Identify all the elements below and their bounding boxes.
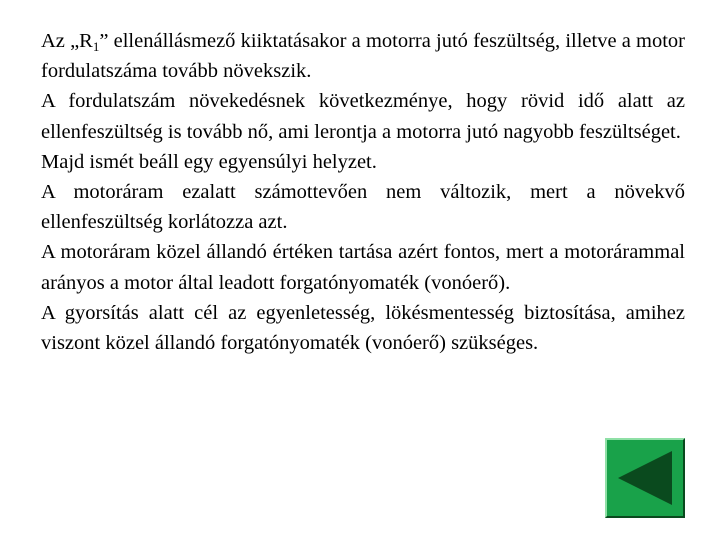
slide-text-body <box>41 26 685 358</box>
paragraph-acceleration: A gyorsítás alatt cél az egyenletesség, lökésmentesség biztosítása, amihez viszont közel állandó forgatónyomaték (vonóerő) szükséges. <box>41 301 685 355</box>
paragraph-r1-cutout <box>41 26 685 86</box>
r1-subscript: 1 <box>92 39 100 54</box>
paragraph-speed-increase: A fordulatszám növekedésnek következménye, hogy rövid idő alatt az ellenfeszültség is tovább nő, ami lerontja a motorra jutó nagyobb feszültséget. <box>41 90 685 143</box>
back-button[interactable] <box>605 438 685 518</box>
back-triangle-icon <box>614 447 676 509</box>
p1-text-start: Az „R <box>41 30 93 52</box>
paragraph-equilibrium: Majd ismét beáll egy egyensúlyi helyzet. <box>41 150 377 173</box>
p1-text-end: ” ellenállásmező kiiktatásakor a motorra jutó feszültség, illetve a motor fordulatszáma tovább növekszik. <box>41 30 685 83</box>
paragraph-torque: A motoráram közel állandó értéken tartása azért fontos, mert a motorárammal arányos a motor által leadott forgatónyomaték (vonóerő). <box>41 241 685 294</box>
paragraph-motor-current: A motoráram ezalatt számottevően nem változik, mert a növekvő ellenfeszültség korlátozza azt. <box>41 181 685 234</box>
